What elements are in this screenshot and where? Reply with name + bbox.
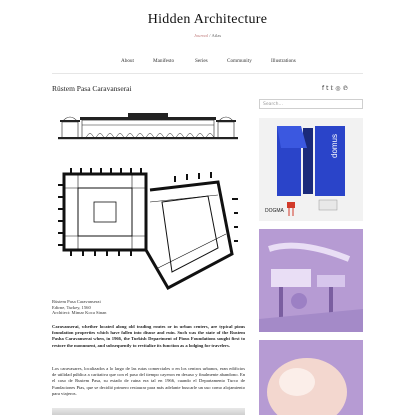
nav-illustrations[interactable]: Illustrations [271,58,296,64]
nav-series[interactable]: Series [195,58,208,64]
sidebar-thumb-photo[interactable] [259,340,363,415]
paragraph-spanish: Los caravasares, localizados a lo largo de las rutas comerciales o en los centros urbanos, eran edificios de utilidad pública a caritativa que con el paso del tiempo cayeron en desuso y finalmente abandono. En el caso de Rustem Pasa, su estado de ruina era tal en 1966, cuando el Departamento Turco de Fundaciones Pias, que se decidió primero restaurar para más adelante buscarle un uso como alojamiento para viajeros. [52,366,245,396]
image-caption [52,299,106,316]
paragraph-english: Caravanserai, whether located along old trading routes or in urban centers, are typical pious foundation properties which have fallen into disuse and ruin. Such was the state of the Rustem Pasha Caravanserai when, in 1966, the Turkish Department of Pious Foundations sought first to restore the monument, and subsequently to revitalize its function as a lodging for travelers. [52,324,245,348]
tumblr-icon[interactable]: t [326,85,329,92]
plan-drawing [58,168,238,293]
share-bar [322,84,349,93]
header-divider [52,73,363,74]
journal-link[interactable]: Journal [193,33,209,38]
post-title[interactable]: Rüstem Pasa Caravanserai [52,84,132,93]
nav-manifesto[interactable]: Manifesto [153,58,175,64]
site-title[interactable]: Hidden Architecture [147,12,268,27]
instagram-icon[interactable]: ◎ [335,85,341,92]
caption-line: Architect: Mimar Koca Sinan [52,310,107,316]
facebook-icon[interactable]: f [322,85,325,92]
nav-about[interactable]: About [121,58,134,64]
twitter-icon[interactable]: 𝕥 [330,85,334,92]
pinterest-icon[interactable]: ℗ [342,85,349,92]
caption-line: Rüstem Pasa Caravanserai [52,299,101,304]
bottom-photo [52,408,245,415]
section-drawing [58,108,238,142]
caption-line: Edirne, Turkey, 1560 [52,304,91,310]
atlas-link[interactable]: Atlas [211,33,222,38]
thumb-label-domus: domus [330,133,339,158]
sidebar-thumb-domus[interactable] [259,118,363,221]
sidebar-thumb-illustration[interactable] [259,229,363,332]
main-nav [0,58,415,66]
search-input[interactable]: Search… [259,99,363,109]
thumb-label-dogma: DOGMA [265,208,284,214]
site-subtitle [0,33,415,38]
nav-community[interactable]: Community [227,58,252,64]
subtitle-sep: / [208,33,212,38]
